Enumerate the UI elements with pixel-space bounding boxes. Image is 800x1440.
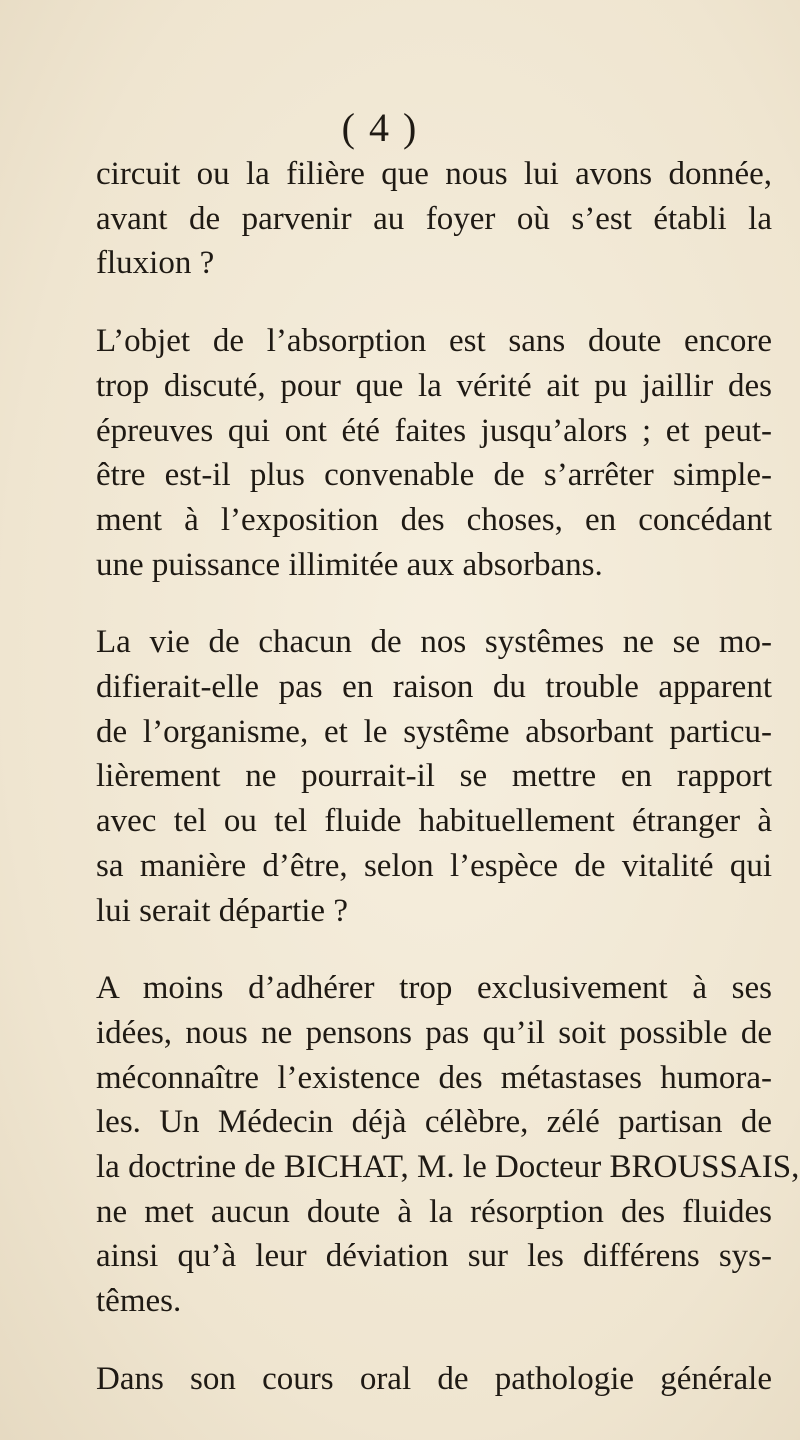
text-line: avant de parvenir au foyer où s’est établi la <box>96 200 772 237</box>
text-line: ainsi qu’à leur déviation sur les différens sys- <box>96 1238 772 1275</box>
text-line: être est-il plus convenable de s’arrêter simple- <box>96 457 772 494</box>
paragraph-4 <box>96 966 800 1324</box>
text-line: difierait-elle pas en raison du trouble apparent <box>96 669 772 706</box>
text-line: les. Un Médecin déjà célèbre, zélé partisan de <box>96 1104 772 1141</box>
page-text <box>96 152 800 1402</box>
text-line: lièrement ne pourrait-il se mettre en rapport <box>96 758 772 795</box>
text-line: sa manière d’être, selon l’espèce de vitalité qui <box>96 847 772 884</box>
paragraph-3 <box>96 620 772 933</box>
text-line: La vie de chacun de nos systêmes ne se mo- <box>96 624 772 661</box>
page-number: ( 4 ) <box>341 105 419 150</box>
text-line: ment à l’exposition des choses, en concédant <box>96 501 772 538</box>
text-line: épreuves qui ont été faites jusqu’alors ; et peut- <box>96 412 772 449</box>
text-line: méconnaître l’existence des métastases humora- <box>96 1059 772 1096</box>
text-line: la doctrine de BICHAT, M. le Docteur BROUSSAIS, <box>96 1149 800 1186</box>
text-line: fluxion ? <box>96 245 215 282</box>
text-line: ne met aucun doute à la résorption des fluides <box>96 1193 772 1230</box>
text-line: L’objet de l’absorption est sans doute encore <box>96 323 772 360</box>
text-line: une puissance illimitée aux absorbans. <box>96 546 603 583</box>
text-line: Dans son cours oral de pathologie générale <box>96 1360 772 1397</box>
text-line: de l’organisme, et le systême absorbant particu- <box>96 713 772 750</box>
text-line: trop discuté, pour que la vérité ait pu jaillir des <box>96 367 772 404</box>
paragraph-2 <box>96 319 772 587</box>
text-line: idées, nous ne pensons pas qu’il soit possible de <box>96 1014 772 1051</box>
text-line: A moins d’adhérer trop exclusivement à ses <box>96 970 772 1007</box>
text-line: têmes. <box>96 1283 182 1320</box>
paragraph-1 <box>96 152 772 286</box>
text-line: circuit ou la filière que nous lui avons donnée, <box>96 156 772 192</box>
text-line: lui serait départie ? <box>96 892 348 929</box>
text-line: avec tel ou tel fluide habituellement étranger à <box>96 803 772 840</box>
paragraph-5 <box>96 1357 772 1402</box>
